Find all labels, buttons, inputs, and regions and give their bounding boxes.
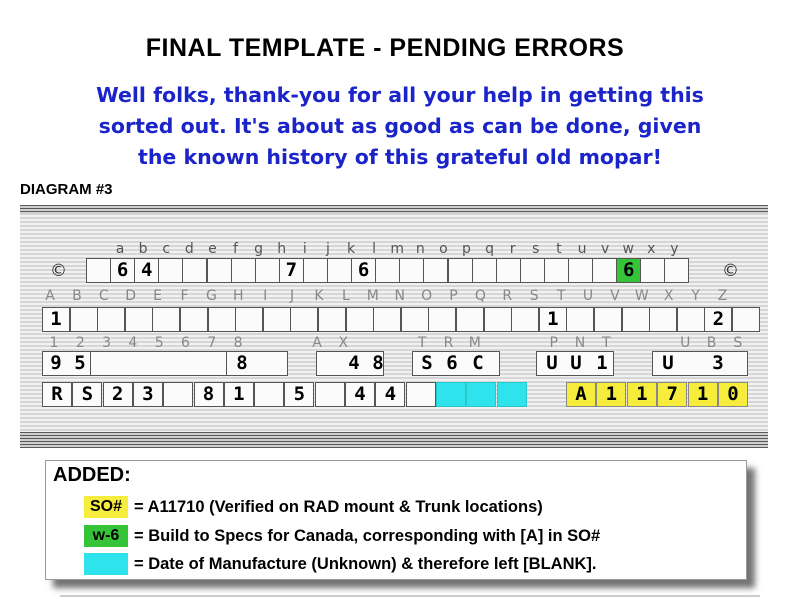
- date-legend-text: = Date of Manufacture (Unknown) & therefore left [BLANK].: [134, 554, 597, 573]
- row3b-cell: 2: [103, 382, 133, 407]
- tag-label-1: 1: [49, 335, 59, 351]
- row3b-cell: [436, 382, 466, 407]
- tag-label-7: 7: [207, 335, 217, 351]
- row1-cell: 6: [351, 258, 376, 283]
- tag-letter-l: l: [372, 241, 377, 257]
- tag-letter-s: s: [532, 241, 540, 257]
- row2-cell: 1: [539, 307, 567, 332]
- tag-letter-E: E: [153, 288, 163, 304]
- row1-cell: [399, 258, 424, 283]
- row2-cell: [428, 307, 456, 332]
- row3a-value: U: [570, 352, 582, 374]
- row3a-value: 8: [236, 352, 248, 374]
- tag-letter-P: P: [449, 288, 458, 304]
- tag-letter-J: J: [290, 288, 295, 304]
- tag-bottom-edge: [20, 432, 768, 448]
- tag-label-5: 5: [154, 335, 164, 351]
- row3b-cell: [497, 382, 527, 407]
- tag-label-T: T: [417, 335, 427, 351]
- row3a-value: 8: [372, 352, 384, 374]
- tag-letter-y: y: [670, 241, 679, 257]
- row3b-cell: 1: [596, 382, 626, 407]
- row3b-cell: [315, 382, 345, 407]
- row1-cell: [664, 258, 689, 283]
- tag-letter-O: O: [421, 288, 433, 304]
- tag-label-P: P: [549, 335, 558, 351]
- row1-cell: [520, 258, 545, 283]
- row1-cell: [303, 258, 328, 283]
- row1-cell: [231, 258, 256, 283]
- row2-cell: [235, 307, 263, 332]
- intro-message: [30, 80, 770, 173]
- row2-cell: [732, 307, 760, 332]
- tag-label-8: 8: [233, 335, 243, 351]
- row2-cell: [677, 307, 705, 332]
- tag-letter-K: K: [314, 288, 324, 304]
- tag-letter-a: a: [115, 241, 125, 257]
- row3a-value: 3: [712, 352, 724, 374]
- row3a-value: S: [421, 352, 433, 374]
- row3b-cell: A: [566, 382, 596, 407]
- row2-cell: [594, 307, 622, 332]
- tag-letter-k: k: [346, 241, 356, 257]
- tag-letter-u: u: [577, 241, 587, 257]
- tag-letter-g: g: [254, 241, 264, 257]
- row2-cell: [649, 307, 677, 332]
- date-swatch: [84, 553, 128, 575]
- tag-label-X: X: [338, 335, 349, 351]
- tag-letter-M: M: [366, 288, 379, 304]
- row3a-value: C: [472, 352, 484, 374]
- row3b-cell: S: [72, 382, 102, 407]
- row3a-value: U: [546, 352, 558, 374]
- row3b-cell: 0: [718, 382, 748, 407]
- row1-cell: [158, 258, 183, 283]
- row2-cell: [152, 307, 180, 332]
- tag-label-3: 3: [102, 335, 112, 351]
- row2-cell: [401, 307, 429, 332]
- row3a-value: 5: [74, 352, 86, 374]
- tag-letter-N: N: [394, 288, 405, 304]
- row2-cell: [263, 307, 291, 332]
- tag-letter-f: f: [233, 241, 238, 257]
- so-swatch: SO#: [84, 496, 128, 518]
- row3b-cell: 8: [194, 382, 224, 407]
- row1-cell: [207, 258, 232, 283]
- row3b-cell: 4: [345, 382, 375, 407]
- tag-label-N: N: [574, 335, 586, 351]
- row1-cell: [496, 258, 521, 283]
- tag-letter-T: T: [556, 288, 566, 304]
- row2-cell: [208, 307, 236, 332]
- tag-letter-C: C: [98, 288, 109, 304]
- row1-cell: 6: [616, 258, 641, 283]
- tag-letter-x: x: [647, 241, 656, 257]
- row2-cell: [373, 307, 401, 332]
- bottom-divider: [60, 595, 760, 597]
- tag-label-T: T: [602, 335, 611, 351]
- tag-letter-e: e: [208, 241, 217, 257]
- tag-letter-A: A: [45, 288, 55, 304]
- fender-tag-diagram: [20, 205, 768, 448]
- page-title: FINAL TEMPLATE - PENDING ERRORS: [145, 34, 625, 62]
- legend-row-w6: [84, 525, 600, 547]
- row2-cell: [346, 307, 374, 332]
- tag-letter-S: S: [529, 288, 539, 304]
- row1-cell: 4: [134, 258, 159, 283]
- legend-row-date: [84, 553, 596, 575]
- tag-letter-B: B: [72, 288, 82, 304]
- row2-cell: [180, 307, 208, 332]
- tag-label-A: A: [312, 335, 322, 351]
- tag-letter-D: D: [125, 288, 137, 304]
- tag-letter-L: L: [341, 288, 350, 304]
- row3b-cell: 5: [284, 382, 314, 407]
- row1-cell: [640, 258, 665, 283]
- tag-letter-d: d: [184, 241, 194, 257]
- tag-letter-w: w: [622, 241, 634, 257]
- tag-letter-W: W: [634, 288, 649, 304]
- w6-swatch: w-6: [84, 525, 128, 547]
- row3b-cell: 3: [133, 382, 163, 407]
- tag-letter-r: r: [509, 241, 516, 257]
- tag-letter-R: R: [502, 288, 513, 304]
- tag-label-2: 2: [75, 335, 85, 351]
- tag-label-6: 6: [181, 335, 190, 351]
- row3b-cell: 1: [627, 382, 657, 407]
- tag-label-R: R: [443, 335, 454, 351]
- row2-cell: [318, 307, 346, 332]
- legend-row-so: [84, 496, 543, 518]
- tag-letter-n: n: [415, 241, 425, 257]
- row2-cell: [622, 307, 650, 332]
- copyright-mark-right: ©: [722, 261, 739, 281]
- tag-letter-I: I: [263, 288, 268, 304]
- row3b-cell: 7: [657, 382, 687, 407]
- row2-cell: [484, 307, 512, 332]
- row2-cell: [97, 307, 125, 332]
- row1-cell: [423, 258, 448, 283]
- tag-letter-F: F: [180, 288, 189, 304]
- row3b-cell: 1: [688, 382, 718, 407]
- row1-cell: [472, 258, 497, 283]
- row2-cell: [125, 307, 153, 332]
- diagram-label: DIAGRAM #3: [20, 181, 113, 198]
- tag-letter-q: q: [485, 241, 495, 257]
- tag-letter-H: H: [233, 288, 244, 304]
- tag-letter-i: i: [302, 241, 307, 257]
- row1-cell: [592, 258, 617, 283]
- tag-letter-Y: Y: [691, 288, 700, 304]
- tag-letter-j: j: [325, 241, 330, 257]
- row2-cell: [456, 307, 484, 332]
- row1-cell: [182, 258, 207, 283]
- tag-label-S: S: [733, 335, 743, 351]
- intro-line: the known history of this grateful old mopar!: [138, 145, 662, 169]
- row3a-value: 1: [596, 352, 608, 374]
- row1-cell: [86, 258, 111, 283]
- tag-label-B: B: [706, 335, 717, 351]
- row3b-cell: [254, 382, 284, 407]
- row3b-cell: R: [42, 382, 72, 407]
- row1-cell: [327, 258, 352, 283]
- row3b-cell: [406, 382, 436, 407]
- row3b-cell: 4: [375, 382, 405, 407]
- row2-cell: 1: [42, 307, 70, 332]
- tag-letter-v: v: [600, 241, 610, 257]
- tag-label-4: 4: [128, 335, 138, 351]
- copyright-mark-left: ©: [50, 261, 67, 281]
- row3b-cell: 1: [224, 382, 254, 407]
- row2-cell: [566, 307, 594, 332]
- tag-letter-U: U: [582, 288, 594, 304]
- row3a-value: 6: [446, 352, 458, 374]
- so-legend-text: = A11710 (Verified on RAD mount & Trunk locations): [134, 497, 543, 516]
- tag-letter-o: o: [439, 241, 448, 257]
- row2-cell: [290, 307, 318, 332]
- row3b-cell: [163, 382, 193, 407]
- row1-cell: 6: [110, 258, 135, 283]
- row1-cell: [255, 258, 280, 283]
- intro-line: Well folks, thank-you for all your help in getting this: [96, 83, 704, 107]
- tag-letter-p: p: [462, 241, 471, 257]
- tag-letter-t: t: [556, 241, 562, 257]
- tag-letter-G: G: [205, 288, 217, 304]
- tag-letter-b: b: [138, 241, 148, 257]
- w6-legend-text: = Build to Specs for Canada, corresponding with [A] in SO#: [134, 526, 601, 545]
- row3a-value: 4: [348, 352, 360, 374]
- row1-cell: [448, 258, 473, 283]
- tag-top-edge: [20, 205, 768, 214]
- added-title: ADDED:: [53, 464, 131, 486]
- tag-label-U: U: [680, 335, 691, 351]
- row1-cell: [544, 258, 569, 283]
- tag-letter-m: m: [390, 241, 404, 257]
- row3b-cell: [466, 382, 496, 407]
- row2-cell: [511, 307, 539, 332]
- row3a-value: 9: [50, 352, 62, 374]
- tag-letter-V: V: [610, 288, 620, 304]
- row1-cell: [375, 258, 400, 283]
- row2-cell: [70, 307, 98, 332]
- row3a-group-frame: [90, 351, 235, 376]
- row3a-value: U: [662, 352, 674, 374]
- tag-label-M: M: [468, 335, 481, 351]
- row1-cell: [568, 258, 593, 283]
- intro-line: sorted out. It's about as good as can be done, given: [98, 114, 702, 138]
- tag-letter-h: h: [277, 241, 287, 257]
- row1-cell: 7: [279, 258, 304, 283]
- row2-cell: 2: [704, 307, 732, 332]
- tag-letter-Z: Z: [717, 288, 728, 304]
- tag-letter-c: c: [162, 241, 171, 257]
- added-legend-box: [45, 460, 747, 580]
- tag-letter-Q: Q: [474, 288, 486, 304]
- tag-letter-X: X: [663, 288, 674, 304]
